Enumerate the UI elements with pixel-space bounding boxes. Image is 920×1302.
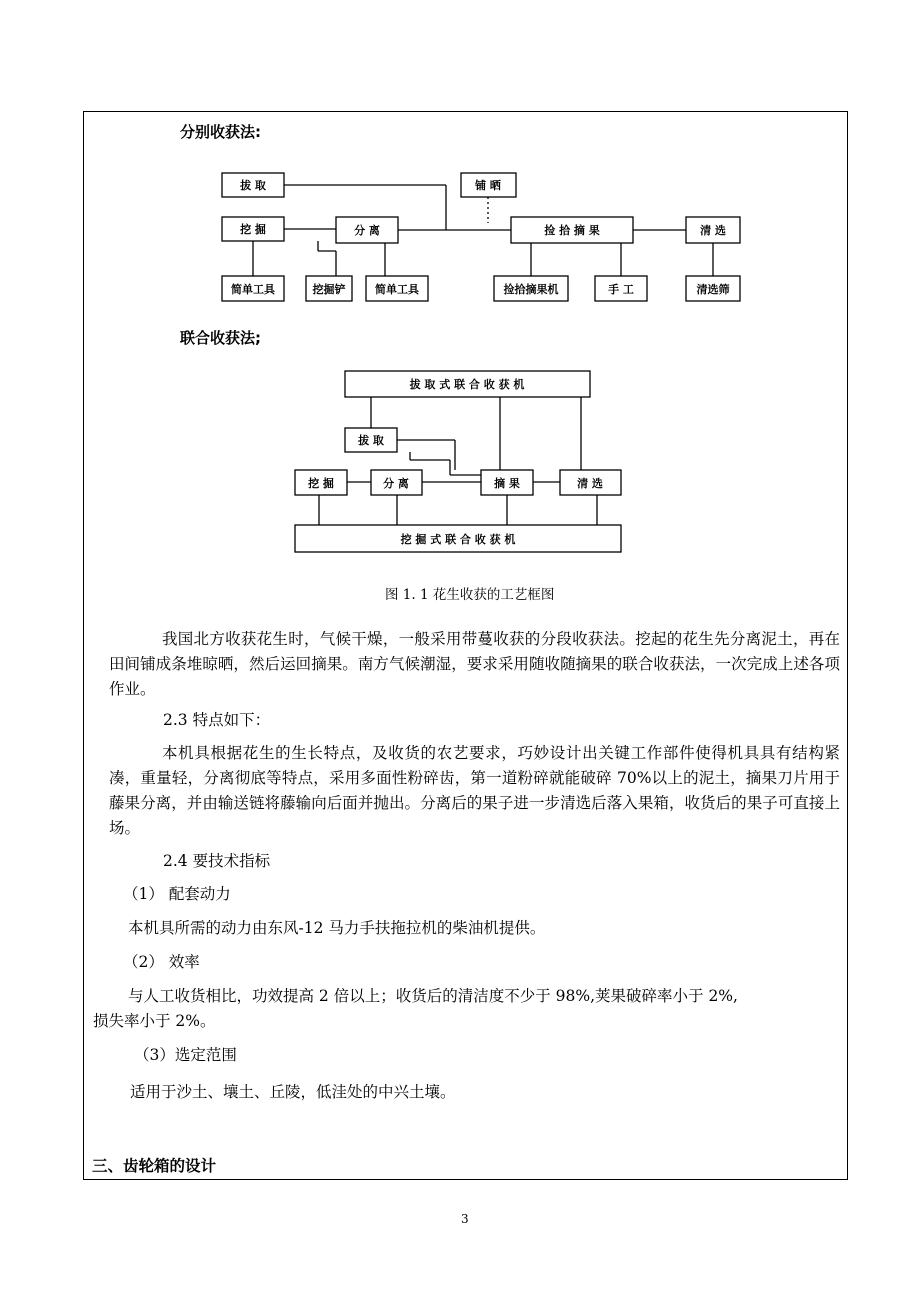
- label2-wajue: 挖 掘: [308, 477, 334, 490]
- item-2-text-line1: 与人工收货相比，功效提高 2 倍以上；收货后的清洁度不少于 98%,荚果破碎率小于 2%,: [128, 987, 738, 1005]
- item-3-text: 适用于沙土、壤土、丘陵，低洼处的中兴土壤。: [130, 1083, 456, 1101]
- item-1-heading: （1） 配套动力: [123, 885, 231, 903]
- combined-harvest-diagram: [290, 365, 640, 560]
- label2-baqu: 拔 取: [358, 434, 384, 447]
- chapter-3-heading: 三、齿轮箱的设计: [92, 1157, 217, 1175]
- label-wajuechan: 挖掘铲: [312, 283, 346, 296]
- label2-fenli: 分 离: [383, 477, 409, 490]
- item-2-text-line2: 损失率小于 2%。: [93, 1012, 216, 1030]
- combined-method-heading: 联合收获法;: [180, 329, 261, 347]
- label-shougong: 手 工: [608, 283, 634, 296]
- section-2-3: 2.3 特点如下：: [163, 711, 271, 729]
- separate-method-heading: 分别收获法:: [180, 123, 261, 141]
- label2-zhaiguo: 摘 果: [494, 477, 520, 490]
- label-qingxuan: 清 选: [700, 224, 726, 237]
- separate-harvest-diagram: [200, 165, 760, 310]
- label-jianshi: 捡 拾 摘 果: [544, 224, 600, 237]
- label-top-machine: 拔 取 式 联 合 收 获 机: [409, 378, 525, 391]
- label-bottom-machine: 挖 掘 式 联 合 收 获 机: [400, 533, 516, 546]
- item-1-text: 本机具所需的动力由东风-12 马力手扶拖拉机的柴油机提供。: [128, 919, 546, 937]
- figure-caption: 图 1. 1 花生收获的工艺框图: [385, 587, 555, 603]
- label-jiandan2: 简单工具: [375, 283, 419, 296]
- section-2-4: 2.4 要技术指标: [163, 852, 271, 870]
- item-3-heading: （3）选定范围: [134, 1046, 237, 1064]
- label-jiandan1: 简单工具: [231, 283, 275, 296]
- label-qingxuanshai: 清选筛: [696, 283, 730, 296]
- paragraph-1: 我国北方收获花生时，气候干燥，一般采用带蔓收获的分段收获法。挖起的花生先分离泥土，再在田间铺成条堆晾晒，然后运回摘果。南方气候潮湿，要求采用随收随摘果的联合收获法，一次完成上述各项作业。: [109, 630, 840, 698]
- label2-qingxuan: 清 选: [577, 477, 603, 490]
- label-fenli: 分 离: [354, 224, 380, 237]
- paragraph-2: 本机具根据花生的生长特点，及收货的农艺要求，巧妙设计出关键工作部件使得机具具有结构紧凑，重量轻，分离彻底等特点，采用多面性粉碎齿，第一道粉碎就能破碎 70%以上的泥土，摘果刀片用于藤果分离，并由输送链将藤输向后面并抛出。分离后的果子进一步清选后落入果箱，收货后的果子可直接上场。: [109, 744, 840, 837]
- label-pushai: 铺 晒: [475, 179, 501, 192]
- page-number: 3: [461, 1212, 469, 1226]
- label-jianshiji: 捡拾摘果机: [503, 283, 559, 296]
- label-wajue: 挖 掘: [240, 223, 266, 236]
- label-baqu: 拔 取: [240, 179, 266, 192]
- item-2-heading: （2） 效率: [123, 953, 200, 971]
